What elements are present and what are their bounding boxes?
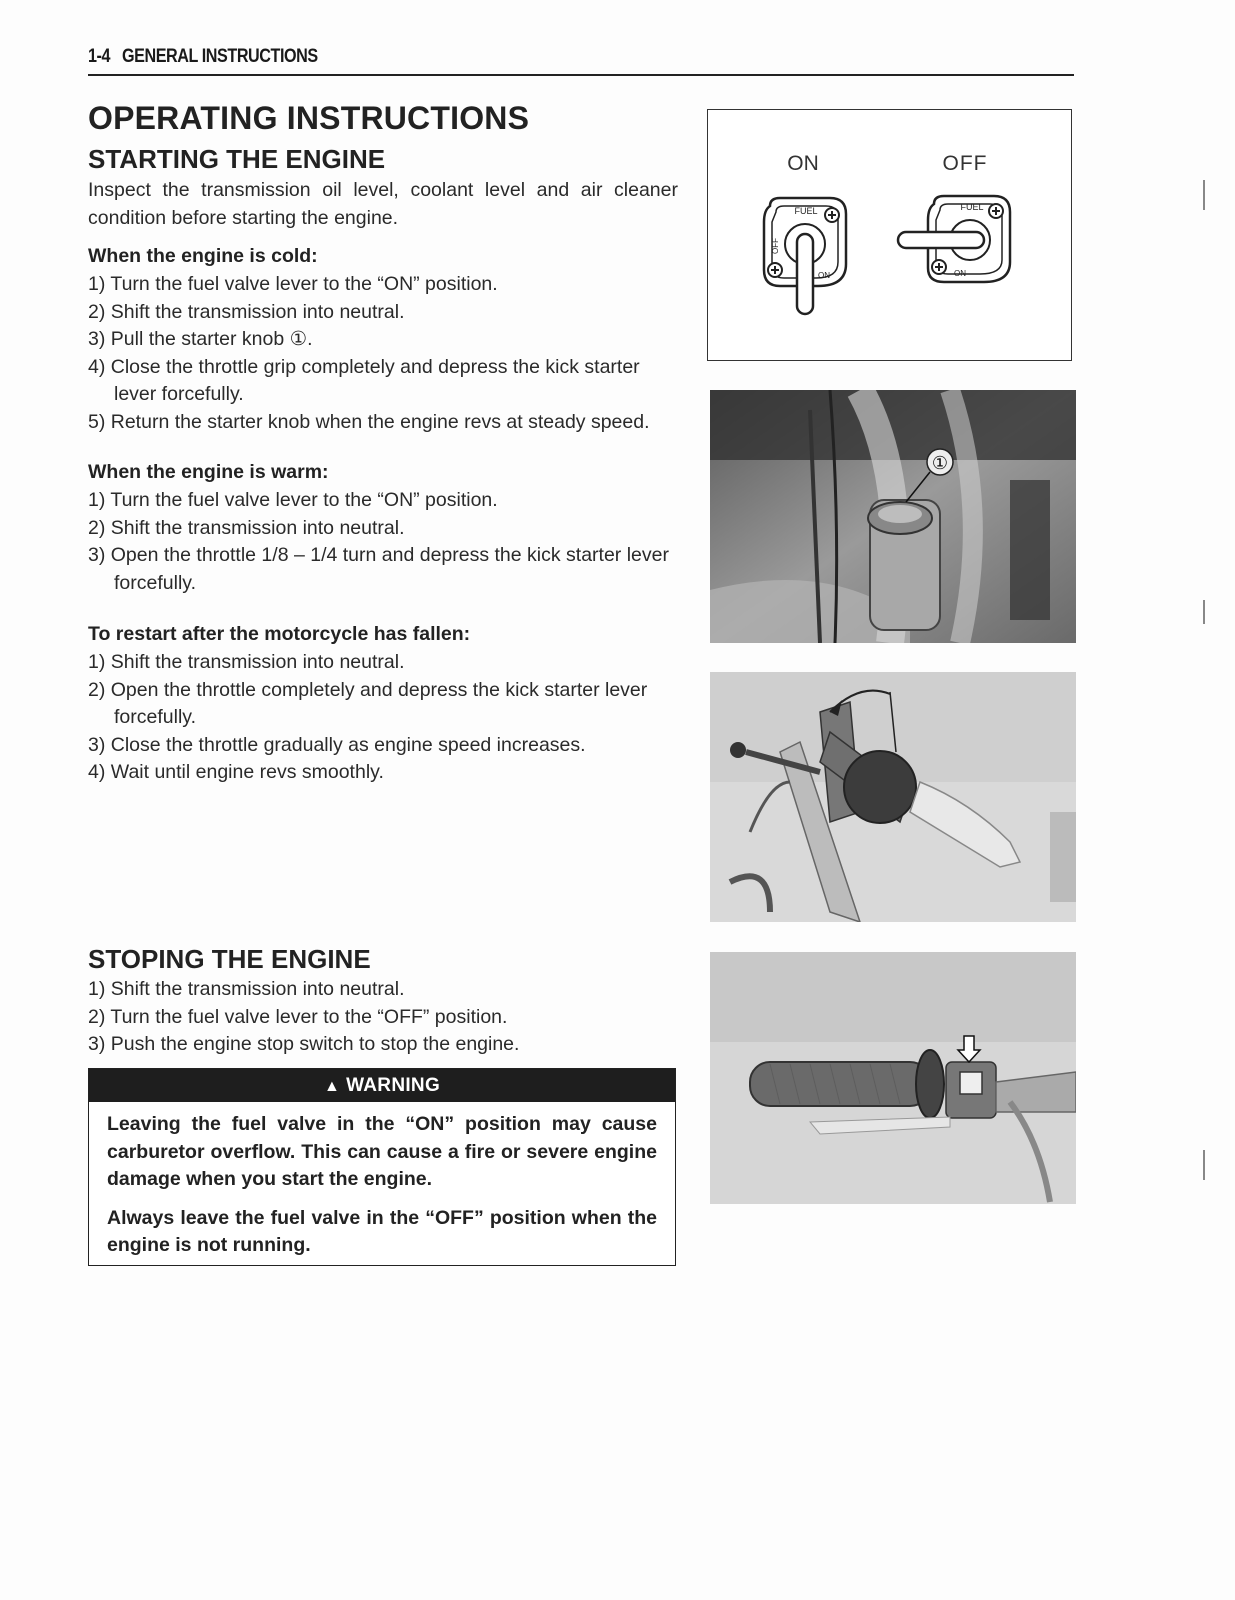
- page-header: [88, 44, 1074, 76]
- list-item: 1) Turn the fuel valve lever to the “ON” position.: [88, 489, 498, 511]
- cold-heading: When the engine is cold:: [88, 245, 318, 267]
- fuel-valve-on-icon: [764, 198, 846, 314]
- list-item: 4) Wait until engine revs smoothly.: [88, 761, 384, 784]
- warning-icon: ▲: [323, 1078, 341, 1095]
- stopping-steps-list: [88, 976, 680, 1059]
- warm-steps-list: [88, 487, 680, 597]
- list-item: 1) Shift the transmission into neutral.: [88, 651, 405, 673]
- fuel-valve-diagram: [708, 110, 1070, 359]
- fallen-steps-list: [88, 649, 680, 787]
- list-item: 5) Return the starter knob when the engine revs at steady speed.: [88, 410, 650, 433]
- list-item: 3) Close the throttle gradually as engine speed increases.: [88, 733, 586, 756]
- throttle-grip-photo: [710, 672, 1076, 922]
- list-item: 2) Turn the fuel valve lever to the “OFF” position.: [88, 1005, 508, 1028]
- fuel-text: FUEL: [794, 206, 818, 216]
- stop-switch-photo: [710, 952, 1076, 1204]
- cold-steps-list: [88, 271, 680, 437]
- list-item: 3) Open the throttle 1/8 – 1/4 turn and depress the kick starter lever forcefully.: [88, 544, 669, 594]
- list-item: 2) Shift the transmission into neutral.: [88, 516, 405, 539]
- warning-text: Leaving the fuel valve in the “ON” position may cause carburetor overflow. This can cause a fire or severe engine damage when you start the engine.: [107, 1113, 657, 1190]
- section-name: GENERAL INSTRUCTIONS: [121, 46, 318, 67]
- fallen-heading: To restart after the motorcycle has fallen:: [88, 623, 471, 645]
- callout-label: ①: [931, 453, 949, 474]
- warning-text: Always leave the fuel valve in the “OFF” position when the engine is not running.: [107, 1206, 657, 1256]
- off-label: OFF: [942, 152, 988, 175]
- starting-intro: Inspect the transmission oil level, coolant level and air cleaner condition before starting the engine.: [88, 179, 678, 229]
- page-title: OPERATING INSTRUCTIONS: [88, 100, 530, 136]
- scan-mark: [1203, 1150, 1205, 1180]
- on-mark: ON: [818, 271, 830, 280]
- scan-mark: [1203, 180, 1205, 210]
- list-item: 2) Shift the transmission into neutral.: [88, 300, 405, 323]
- fuel-valve-figure: [707, 109, 1072, 361]
- stopping-heading: STOPING THE ENGINE: [88, 944, 371, 974]
- warm-heading: When the engine is warm:: [88, 461, 329, 483]
- warning-label: WARNING: [346, 1075, 441, 1096]
- scan-mark: [1203, 600, 1205, 624]
- list-item: 1) Turn the fuel valve lever to the “ON” position.: [88, 273, 498, 295]
- off-mark: OFF: [771, 238, 780, 254]
- list-item: 3) Pull the starter knob ①.: [88, 328, 313, 351]
- warning-box: [88, 1068, 676, 1266]
- warning-bar: [89, 1069, 675, 1102]
- list-item: 4) Close the throttle grip completely and depress the kick starter lever forcefully.: [88, 355, 640, 406]
- list-item: 3) Push the engine stop switch to stop the engine.: [88, 1033, 520, 1056]
- list-item: 1) Shift the transmission into neutral.: [88, 978, 405, 1000]
- on-label: ON: [787, 152, 819, 175]
- fuel-valve-off-icon: [898, 196, 1010, 282]
- starting-heading: STARTING THE ENGINE: [88, 144, 386, 174]
- page-number: 1-4: [88, 46, 111, 67]
- list-item: 2) Open the throttle completely and depress the kick starter lever forcefully.: [88, 678, 648, 729]
- on-mark: ON: [954, 269, 966, 278]
- starter-knob-photo: [710, 390, 1076, 643]
- fuel-text: FUEL: [960, 202, 984, 212]
